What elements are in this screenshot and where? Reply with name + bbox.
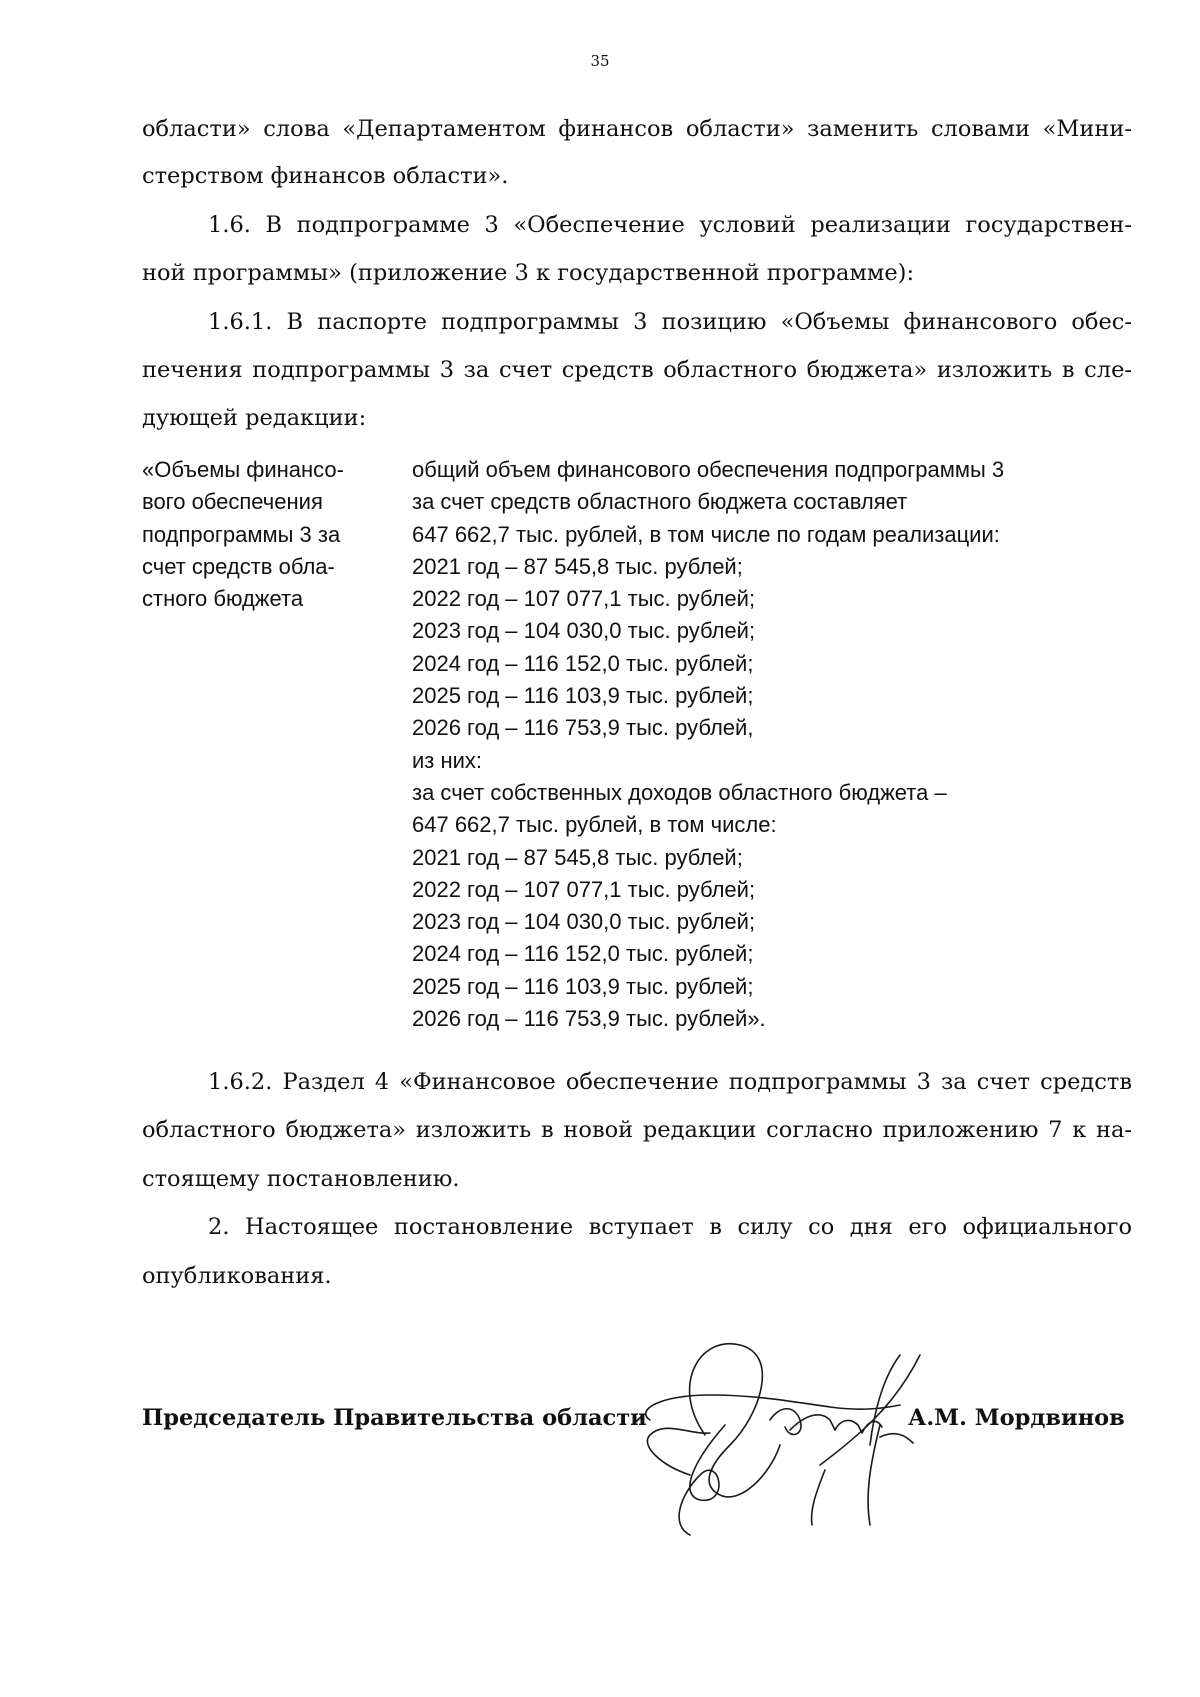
table-right-row: 2022 год – 107 077,1 тыс. рублей; — [412, 586, 756, 612]
paragraph-line: ной программы» (приложение 3 к государственной программе): — [142, 260, 915, 286]
table-left-row: стного бюджета — [142, 586, 304, 612]
signatory-name: А.М. Мордвинов — [908, 1405, 1125, 1431]
table-right-row: 2022 год – 107 077,1 тыс. рублей; — [412, 876, 756, 902]
paragraph-line: стерством финансов области». — [142, 163, 509, 189]
table-right-row: 2025 год – 116 103,9 тыс. рублей; — [412, 973, 754, 999]
table-right-row: 2026 год – 116 753,9 тыс. рублей, — [412, 715, 754, 741]
table-right-row: 647 662,7 тыс. рублей, в том числе по годам реализации: — [412, 521, 1000, 547]
table-right-row: 2023 год – 104 030,0 тыс. рублей; — [412, 909, 756, 935]
table-right-row: из них: — [412, 747, 483, 773]
table-left-column — [142, 454, 392, 615]
table-right-row: общий объем финансового обеспечения подпрограммы 3 — [412, 457, 1005, 482]
table-right-row: 2021 год – 87 545,8 тыс. рублей; — [412, 553, 743, 579]
paragraph-line: 1.6.2. Раздел 4 «Финансовое обеспечение подпрограммы 3 за счет средств — [208, 1069, 1132, 1095]
page-number: 35 — [590, 52, 610, 70]
paragraph-line: дующей редакции: — [142, 405, 367, 431]
table-right-row: 2024 год – 116 152,0 тыс. рублей; — [412, 650, 754, 676]
paragraph-line: областного бюджета» изложить в новой редакции согласно приложению 7 к на- — [142, 1117, 1132, 1143]
table-left-row: счет средств обла- — [142, 553, 335, 579]
table-left-row: подпрограммы 3 за — [142, 521, 341, 547]
table-right-row: 2024 год – 116 152,0 тыс. рублей; — [412, 941, 754, 967]
table-right-row: за счет собственных доходов областного бюджета – — [412, 779, 947, 805]
table-right-column — [412, 454, 1132, 1035]
table-right-row: 2021 год – 87 545,8 тыс. рублей; — [412, 844, 743, 870]
table-right-row: за счет средств областного бюджета составляет — [412, 489, 908, 515]
table-right-row: 2025 год – 116 103,9 тыс. рублей; — [412, 683, 754, 709]
paragraph-line: стоящему постановлению. — [142, 1166, 460, 1192]
paragraph-line: 1.6.1. В паспорте подпрограммы 3 позицию «Объемы финансового обес- — [208, 309, 1132, 335]
paragraph-line: опубликования. — [142, 1263, 332, 1289]
handwritten-signature — [630, 1325, 960, 1555]
paragraph-line: области» слова «Департаментом финансов области» заменить словами «Мини- — [142, 116, 1132, 142]
table-right-row: 2026 год – 116 753,9 тыс. рублей». — [412, 1006, 766, 1032]
paragraph-line: 1.6. В подпрограмме 3 «Обеспечение условий реализации государствен- — [208, 212, 1132, 238]
table-right-row: 2023 год – 104 030,0 тыс. рублей; — [412, 618, 756, 644]
paragraph-line: печения подпрограммы 3 за счет средств областного бюджета» изложить в сле- — [142, 357, 1132, 383]
table-left-row: «Объемы финансо- — [142, 457, 344, 482]
signatory-title: Председатель Правительства области — [142, 1405, 647, 1431]
table-right-row: 647 662,7 тыс. рублей, в том числе: — [412, 812, 777, 838]
paragraph-line: 2. Настоящее постановление вступает в силу со дня его официального — [208, 1214, 1132, 1240]
table-left-row: вого обеспечения — [142, 489, 323, 515]
